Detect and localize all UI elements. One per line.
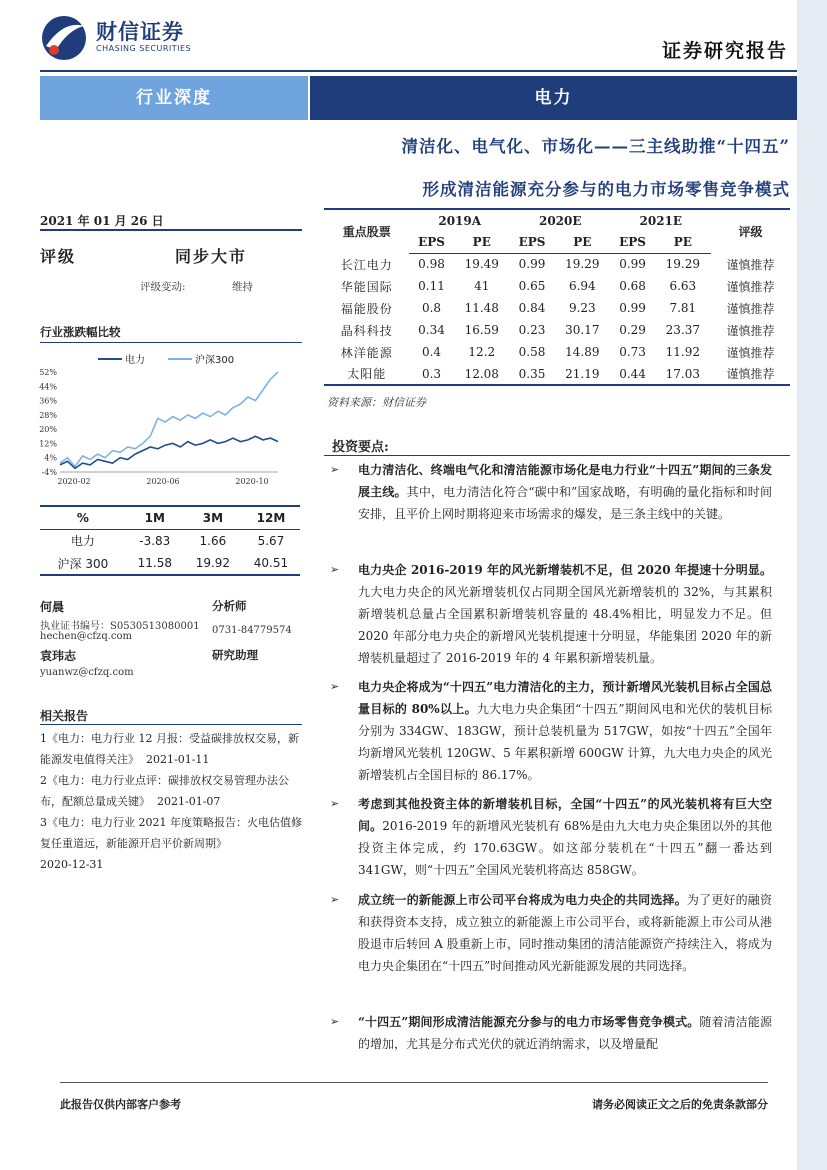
perf-header: 12M: [242, 506, 300, 529]
stock-value: 30.17: [565, 323, 600, 337]
header-rule: [40, 70, 797, 72]
point-body: 九大电力央企集团“十四五”期间风电和光伏的装机目标分别为 334GW、183GW，预计总装机量为 517GW，如按“十四五”全国年均新增风光装机 120GW、5 年累积新增 600GW 计算，九大电力央企的风光新增装机占全国目标的 86.17%。: [358, 702, 772, 782]
stock-rating: 谨慎推荐: [726, 301, 775, 316]
point-lead: 电力清洁化、终端电气化和清洁能源市场化是电力行业“十四五”期间的三条发展主线。: [358, 463, 772, 499]
stock-value: 0.99: [619, 301, 646, 315]
table-row: [324, 319, 790, 341]
report-date: 2021 年 01 月 26 日: [40, 214, 164, 228]
arrow-bullet-icon: ➢: [330, 1015, 340, 1028]
perf-cell: 沪深 300: [40, 552, 126, 575]
table-row: [40, 529, 300, 552]
perf-cell: 电力: [70, 534, 95, 549]
table-row: [324, 253, 790, 275]
analyst-email[interactable]: hechen@cfzq.com: [40, 631, 133, 642]
point-lead: 成立统一的新能源上市公司平台将成为电力央企的共同选择。: [358, 893, 687, 907]
perf-cell: -3.83: [139, 533, 171, 548]
perf-line-chart: [30, 350, 302, 490]
y-tick-label: 28%: [39, 410, 57, 420]
stock-name: 福能股份: [340, 301, 393, 316]
perf-table: [40, 505, 300, 576]
stock-name: 林洋能源: [340, 345, 393, 360]
stock-rating: 谨慎推荐: [726, 345, 775, 360]
stock-value: 9.23: [568, 301, 596, 315]
arrow-bullet-icon: ➢: [330, 797, 340, 810]
point-body: 其中，电力清洁化符合“碳中和”国家战略，有明确的量化指标和时间安排，且平价上网时期将迎来市场需求的爆发，是三条主线中的关键。: [358, 485, 772, 521]
stock-rating: 谨慎推荐: [711, 363, 790, 385]
stock-value: 0.34: [418, 323, 445, 337]
footer-rule: [60, 1082, 768, 1083]
point-body: 2016-2019 年的新增风光装机有 68%是由九大电力央企集团以外的其他投资主体完成，约 170.63GW。如这部分装机在“十四五”翻一番达到 341GW，则“十四五”全国风光装机将高达 858GW。: [358, 819, 772, 877]
stock-value: 0.65: [518, 279, 546, 293]
perf-header: %: [40, 506, 126, 529]
stock-value: 12.2: [468, 345, 496, 359]
sub-header: PE: [554, 231, 610, 253]
stock-value: 0.99: [518, 257, 546, 272]
stock-value: 0.73: [619, 345, 646, 359]
point-body: 九大电力央企的风光新增装机仅占同期全国风光新增装机的 32%，与其累积新增装机总量占全国累积新增装机容量的 48.4%相比，明显发力不足。但 2020 年部分电力央企的新增风光装机提速十分明显，华能集团 2020 年的新增装机量超过了 2016-2019 年的 4 年累积新增装机量。: [358, 585, 772, 665]
stock-rating: 谨慎推荐: [726, 323, 775, 338]
arrow-bullet-icon: ➢: [330, 893, 340, 906]
perf-cell: 5.67: [257, 533, 285, 548]
stock-value: 41: [474, 279, 490, 293]
table-row: [324, 297, 790, 319]
y-tick-label: -4%: [41, 468, 57, 477]
stock-name: 长江电力: [340, 257, 393, 272]
y-tick-label: 4%: [44, 453, 57, 463]
footer-disclaimer: 此报告仅供内部客户参考: [60, 1098, 181, 1111]
stock-value: 0.68: [619, 279, 646, 293]
series-line: [60, 372, 278, 467]
stock-value: 21.19: [554, 363, 610, 385]
stock-value: 6.63: [669, 279, 697, 293]
y-tick-label: 52%: [39, 368, 57, 377]
y-tick-label: 20%: [39, 425, 57, 435]
y-tick-label: 36%: [39, 396, 57, 406]
investment-point: [358, 889, 772, 977]
sub-header: PE: [655, 231, 711, 253]
stock-value: 7.81: [669, 301, 697, 315]
point-lead: 电力央企将成为“十四五”电力清洁化的主力，预计新增风光装机目标占全国总量目标的 80%以上。: [358, 680, 772, 716]
stock-value: 0.35: [510, 363, 554, 385]
related-report-text: 2《电力：电力行业点评：碳排放权交易管理办法公布，配额总量成关键》: [40, 774, 289, 808]
analyst-name: 何晨: [40, 600, 65, 614]
investment-point: [358, 559, 772, 669]
arrow-bullet-icon: ➢: [330, 680, 340, 693]
banner-industry: 电力: [310, 76, 797, 120]
related-report-date: 2021-01-07: [157, 795, 221, 808]
right-margin-strip: [797, 0, 827, 1170]
stock-value: 0.11: [418, 279, 445, 293]
stock-value: 19.49: [464, 257, 499, 272]
point-body: 随着清洁能源的增加，尤其是分布式光伏的就近消纳需求，以及增量配: [358, 1015, 772, 1051]
investment-title: 投资要点:: [332, 440, 389, 455]
legend-label: 沪深300: [195, 355, 235, 366]
year-header: 2019A: [409, 209, 510, 231]
investment-point: [358, 459, 772, 525]
related-report[interactable]: [40, 728, 302, 770]
stock-value: 0.3: [409, 363, 453, 385]
logo-text-cn: 财信证券: [96, 20, 184, 44]
rating-change-label: 评级变动:: [140, 281, 186, 293]
rating-header: 评级: [711, 209, 790, 253]
analyst-email[interactable]: yuanwz@cfzq.com: [40, 667, 134, 678]
sub-header: PE: [454, 231, 510, 253]
stock-value: 0.23: [518, 323, 546, 337]
perf-cell: 19.92: [184, 552, 242, 575]
logo-text-en: CHASING SECURITIES: [96, 44, 192, 53]
point-body: 为了更好的融资和获得资本支持，成立独立的新能源上市公司平台，或将新能源上市公司从港股退市后转回 A 股重新上市，同时推动集团的清洁能源资产持续注入，将成为电力央企集团在“十四五”时间推动风光新能源发展的共同选择。: [358, 893, 772, 973]
stock-value: 0.98: [418, 257, 445, 272]
analyst-cert: 执业证书编号：S0530513080001: [40, 621, 200, 632]
stock-value: 11.48: [464, 301, 499, 315]
key-stocks-table: [324, 208, 790, 386]
related-report[interactable]: [40, 812, 302, 875]
related-reports-title: 相关报告: [40, 709, 89, 723]
table-row: [324, 363, 790, 385]
stock-header: 重点股票: [324, 209, 409, 253]
year-header: 2021E: [611, 209, 712, 231]
related-report-text: 1《电力：电力行业 12 月报：受益碳排放权交易，新能源发电值得关注》: [40, 732, 299, 766]
stock-value: 0.99: [619, 257, 646, 272]
x-tick-label: 2020-10: [235, 477, 269, 486]
stock-value: 23.37: [665, 323, 700, 337]
table-source: 资料来源：财信证券: [327, 396, 426, 409]
x-tick-label: 2020-06: [146, 477, 180, 486]
stock-value: 17.03: [655, 363, 711, 385]
point-lead: 电力央企 2016-2019 年的风光新增装机不足，但 2020 年提速十分明显。: [358, 563, 772, 577]
stock-value: 0.44: [611, 363, 655, 385]
perf-header: 3M: [184, 506, 242, 529]
stock-value: 16.59: [464, 323, 499, 337]
table-row: [40, 552, 300, 575]
stock-value: 19.29: [665, 257, 700, 272]
perf-cell: 11.58: [126, 552, 184, 575]
report-type: 证券研究报告: [661, 40, 788, 62]
report-title-line1: 清洁化、电气化、市场化——三主线助推“十四五”: [401, 137, 790, 156]
rating-change-value: 维持: [232, 281, 253, 293]
date-rule: [40, 229, 302, 231]
arrow-bullet-icon: ➢: [330, 463, 340, 476]
analyst-phone: 0731-84779574: [212, 625, 292, 636]
sub-header: EPS: [611, 231, 655, 253]
sub-header: EPS: [409, 231, 453, 253]
stock-value: 6.94: [568, 279, 596, 293]
stock-rating: 谨慎推荐: [726, 279, 775, 294]
perf-rule: [40, 342, 302, 343]
banner-category: 行业深度: [40, 76, 308, 120]
stock-name: 晶科科技: [340, 323, 393, 338]
stock-value: 14.89: [565, 345, 600, 359]
investment-point: [358, 676, 772, 786]
stock-value: 19.29: [565, 257, 600, 272]
related-rule: [40, 724, 302, 725]
point-lead: 考虑到其他投资主体的新增装机目标，全国“十四五”的风光装机将有巨大空间。: [358, 797, 772, 833]
investment-point: [358, 793, 772, 881]
stock-rating: 谨慎推荐: [726, 257, 775, 272]
stock-value: 0.58: [518, 345, 546, 359]
analyst-role: 研究助理: [212, 648, 258, 662]
stock-value: 0.4: [421, 345, 442, 359]
related-report-date: 2020-12-31: [40, 858, 104, 871]
stock-value: 0.29: [619, 323, 646, 337]
perf-cell: 1.66: [199, 533, 227, 548]
footer-notice: 请务必阅读正文之后的免责条款部分: [592, 1098, 768, 1111]
related-report-text: 3《电力：电力行业 2021 年度策略报告：火电估值修复任重道远，新能源开启平价新周期》: [40, 816, 302, 850]
stock-name: 华能国际: [340, 279, 393, 294]
related-report[interactable]: [40, 770, 302, 812]
series-line: [60, 436, 278, 468]
report-title-line2: 形成清洁能源充分参与的电力市场零售竞争模式: [422, 180, 790, 199]
table-row: [324, 341, 790, 363]
stock-value: 0.8: [421, 301, 442, 315]
legend-label: 电力: [125, 355, 145, 366]
perf-chart-title: 行业涨跌幅比较: [40, 325, 121, 339]
stock-value: 0.84: [518, 301, 546, 315]
arrow-bullet-icon: ➢: [330, 563, 340, 576]
y-tick-label: 12%: [39, 439, 57, 449]
perf-header: 1M: [126, 506, 184, 529]
investment-rule: [324, 455, 790, 456]
sub-header: EPS: [510, 231, 554, 253]
rating-label: 评级: [40, 247, 77, 266]
stock-value: 11.92: [665, 345, 700, 359]
year-header: 2020E: [510, 209, 611, 231]
table-row: [324, 275, 790, 297]
analyst-role: 分析师: [212, 599, 247, 613]
y-tick-label: 44%: [39, 382, 57, 392]
point-lead: “十四五”期间形成清洁能源充分参与的电力市场零售竞争模式。: [358, 1015, 700, 1029]
perf-cell: 40.51: [242, 552, 300, 575]
rating-value: 同步大市: [175, 247, 248, 266]
stock-name: 太阳能: [324, 363, 409, 385]
related-report-date: 2021-01-11: [146, 753, 210, 766]
x-tick-label: 2020-02: [57, 477, 91, 486]
analyst-name: 袁玮志: [40, 649, 77, 663]
stock-value: 12.08: [454, 363, 510, 385]
investment-point: [358, 1011, 772, 1055]
